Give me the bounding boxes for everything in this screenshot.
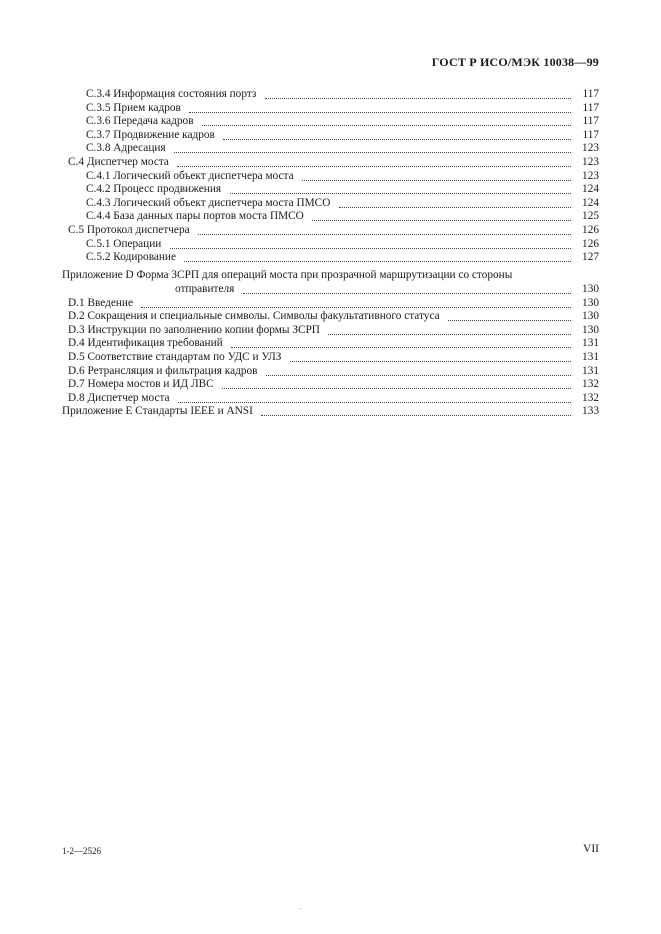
toc-dot-leader	[261, 402, 571, 416]
toc-entry-title: отправителя	[175, 283, 235, 295]
toc-entry-page: 123	[582, 170, 599, 182]
toc-dot-leader	[189, 99, 571, 113]
toc-dot-leader	[290, 348, 571, 362]
toc-dot-leader	[174, 139, 571, 153]
toc-entry-title: С.3.4 Информация состояния портз	[86, 88, 257, 100]
toc-entry-page: 124	[582, 183, 599, 195]
toc-entry-page: 131	[582, 337, 599, 349]
toc-entry-page: 124	[582, 197, 599, 209]
toc-entry-page: 117	[582, 102, 599, 114]
toc-dot-leader	[170, 235, 571, 249]
toc-dot-leader	[339, 194, 571, 208]
toc-entry-page: 132	[582, 392, 599, 404]
toc-dot-leader	[231, 334, 571, 348]
toc-entry-title: С.3.8 Адресация	[86, 142, 166, 154]
toc-dot-leader	[177, 153, 571, 167]
toc-entry-page: 123	[582, 156, 599, 168]
toc-dot-leader	[266, 362, 571, 376]
toc-entry-page: 117	[582, 129, 599, 141]
document-header-title: ГОСТ Р ИСО/МЭК 10038—99	[431, 55, 599, 69]
toc-entry-title: С.5 Протокол диспетчера	[68, 224, 190, 236]
toc-entry-title: Приложение E Стандарты IEEE и ANSI	[62, 405, 253, 417]
toc-entry[interactable]	[86, 251, 599, 264]
toc-entry-page: 130	[582, 283, 599, 295]
toc-entry-title: С.4.4 База данных пары портов моста ПМСО	[86, 210, 304, 222]
footer-print-code: 1-2—2526	[62, 846, 101, 856]
toc-entry-title: С.3.7 Продвижение кадров	[86, 129, 215, 141]
toc-entry[interactable]	[62, 405, 599, 418]
toc-entry-title: Приложение D Форма ЗСРП для операций моста при прозрачной маршрутизации со стороны	[62, 269, 513, 281]
toc-entry-title: С.5.2 Кодирование	[86, 251, 176, 263]
toc-dot-leader	[230, 180, 571, 194]
toc-entry-page: 126	[582, 238, 599, 250]
toc-entry-title: D.1 Введение	[68, 297, 133, 309]
toc-dot-leader	[202, 112, 571, 126]
toc-entry-page: 133	[582, 405, 599, 417]
footer-page-number: VII	[583, 843, 599, 855]
toc-entry-title: D.8 Диспетчер моста	[68, 392, 170, 404]
toc-dot-leader	[223, 126, 571, 140]
toc-entry-page: 132	[582, 378, 599, 390]
toc-entry-title: D.3 Инструкции по заполнению копии формы ЗСРП	[68, 324, 320, 336]
toc-dot-leader	[265, 85, 571, 99]
toc-entry-page: 117	[582, 115, 599, 127]
toc-dot-leader	[302, 167, 571, 181]
toc-entry-title: С.4.1 Логический объект диспетчера моста	[86, 170, 294, 182]
toc-entry-title: D.4 Идентификация требований	[68, 337, 223, 349]
toc-entry-title: С.4.3 Логический объект диспетчера моста ПМСО	[86, 197, 331, 209]
toc-entry-title: С.4 Диспетчер моста	[68, 156, 169, 168]
toc-entry-title: С.3.5 Прием кадров	[86, 102, 181, 114]
toc-dot-leader	[243, 280, 571, 294]
toc-entry-title: С.4.2 Процесс продвижения	[86, 183, 222, 195]
toc-entry-page: 125	[582, 210, 599, 222]
toc-entry-page: 123	[582, 142, 599, 154]
toc-dot-leader	[198, 221, 571, 235]
toc-entry-title: С.3.6 Передача кадров	[86, 115, 194, 127]
toc-dot-leader	[328, 321, 571, 335]
toc-entry-title: С.5.1 Операции	[86, 238, 162, 250]
toc-entry-page: 130	[582, 297, 599, 309]
toc-entry-page: 130	[582, 324, 599, 336]
toc-entry-title: D.5 Соответствие стандартам по УДС и УЛЗ	[68, 351, 282, 363]
toc-entry-page: 131	[582, 365, 599, 377]
toc-dot-leader	[222, 375, 571, 389]
toc-entry-title: D.2 Сокращения и специальные символы. Символы факультативного статуса	[68, 310, 440, 322]
toc-entry-page: 117	[582, 88, 599, 100]
toc-dot-leader	[178, 389, 571, 403]
toc-entry-page: 127	[582, 251, 599, 263]
toc-entry-page: 126	[582, 224, 599, 236]
scan-speck	[300, 908, 301, 909]
toc-entry-page: 130	[582, 310, 599, 322]
toc-entry-page: 131	[582, 351, 599, 363]
toc-dot-leader	[141, 294, 571, 308]
toc-entry-title: D.7 Номера мостов и ИД ЛВС	[68, 378, 214, 390]
toc-dot-leader	[184, 248, 571, 262]
toc-dot-leader	[312, 207, 571, 221]
toc-entry-title: D.6 Ретрансляция и фильтрация кадров	[68, 365, 258, 377]
toc-dot-leader	[448, 307, 571, 321]
